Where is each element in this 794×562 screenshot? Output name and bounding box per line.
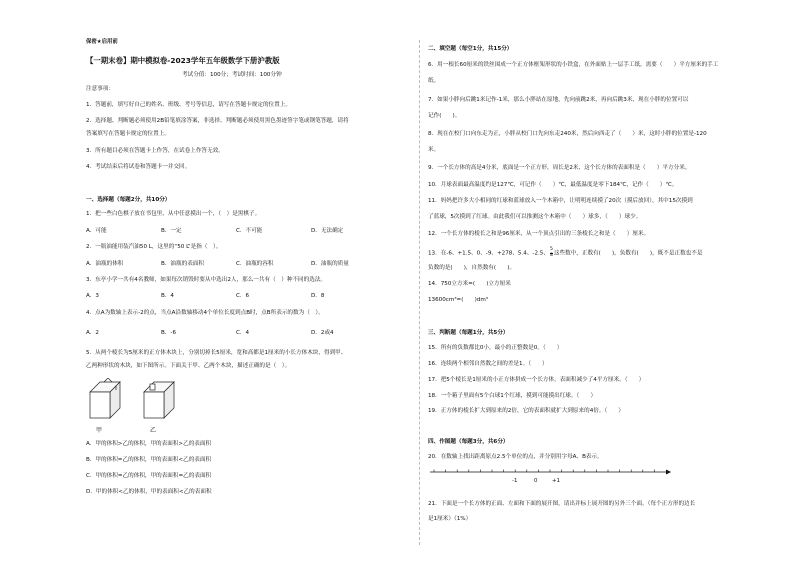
question-9: 9．一个长方体的高是4分米，底面是一个正方形，周长是2米，这个长方体的表面积是（ ）平方分米。 xyxy=(428,165,691,171)
q4-option-d: D．2或4 xyxy=(311,330,334,336)
question-16: 16．连续两个相邻自然数之间的差是1。（ ） xyxy=(428,361,548,367)
question-13-part-a: 13．在-6、+1.5、0、-9、+278、5.4、-2.5、 xyxy=(428,250,549,257)
cube-yi xyxy=(144,382,174,418)
question-14: 14．750立方米=( )立方厘米 xyxy=(428,281,511,287)
notes-title: 注意事项： xyxy=(86,86,114,92)
page-title: 【一期末卷】期中模拟卷-2023学年五年级数学下册沪教版 xyxy=(86,56,280,65)
question-13-part-b: 这些数中，正数有( )，负数有( )，既不是正数也不是 xyxy=(553,250,703,257)
q2-option-b: B．油瓶的表面积 xyxy=(161,261,204,267)
secret-label: 保密★启用前 xyxy=(86,39,118,45)
q4-option-b: B．-6 xyxy=(161,330,177,336)
left-column xyxy=(86,0,412,562)
question-4: 4．点A为数轴上表示-2的点，当点A沿数轴移动4个单位长度到点B时，点B所表示的数为（ ）。 xyxy=(86,310,324,316)
section-2-title: 二、填空题（每空1分，共15分） xyxy=(428,46,513,52)
question-12: 12．一个长方体的棱长之和是96厘米，从一个顶点引出的三条棱长之和是（ ）厘米。 xyxy=(428,231,650,237)
note-2-cont: 答案填写在答题卡规定的位置上。 xyxy=(86,131,170,137)
question-5-cont: 乙两种形状的木块，如下图所示。下面关于甲、乙两个木块，描述正确的是（ ）。 xyxy=(86,363,291,369)
question-7: 7．如果小胖向后跳1米记作-1米，那么小胖站在原地，先向前跳2米，再向后跳3米，现在小胖的位置可以 xyxy=(428,97,689,103)
q5-option-c: C．甲的体积=乙的体积，甲的表面积=乙的表面积 xyxy=(86,473,212,479)
column-divider xyxy=(419,40,420,545)
question-1: 1．把一些白色棋子放在书包里，从中任意摸出一个，（ ）是黑棋子。 xyxy=(86,211,261,217)
note-2: 2．选择题、判断题必须使用2B铅笔填涂答案，非选择、判断题必须使用黑色墨迹签字笔或钢笔答题，请将 xyxy=(86,118,349,124)
fraction-denominator: 8 xyxy=(549,252,553,258)
fraction xyxy=(550,248,553,258)
q3-option-b: B．4 xyxy=(161,293,174,299)
axis-ticks xyxy=(434,470,654,473)
question-21: 21．下面是一个长方体的正面、左面和下面的展开图，请出并标上展开图的另外三个面。（每个正方形的边长 xyxy=(428,501,696,507)
question-18: 18．一个箱子里面有5个白球1个红球，摸到可能摸出红球。（ ） xyxy=(428,393,597,399)
question-8: 8．现在在校门口向东走为正，小胖从校门口先向东走240米，然后向西走了（ ）米，这时小胖的位置是-120 xyxy=(428,131,707,137)
question-11: 11．妈妈把许多大小相同的红球和蓝球放入一个木箱中，让明明连续摸了20次（摸后放回），其中15次摸到 xyxy=(428,198,693,204)
q2-option-c: C．油瓶的容积 xyxy=(236,261,274,267)
q3-option-d: D．8 xyxy=(311,293,325,299)
q4-option-a: A．2 xyxy=(86,330,99,336)
note-3: 3．所有题目必须在答题卡上作答，在试卷上作答无效。 xyxy=(86,148,224,154)
question-6-cont: 纸。 xyxy=(428,78,440,84)
q2-option-d: D．油瓶的质量 xyxy=(311,261,349,267)
tick-label-plus-1: +1 xyxy=(552,478,560,484)
question-13-cont: 负数的是( )，自然数有( )。 xyxy=(428,265,516,271)
fraction-numerator: 5 xyxy=(549,247,553,252)
question-10: 10．月球表面最高温度约是127℃，可记作（ ）℃，最低温度是零下184℃，记作（ ）℃。 xyxy=(428,182,678,188)
q5-option-d: D．甲的体积<乙的体积，甲的表面积<乙的表面积 xyxy=(86,489,212,495)
question-15: 15．所有的负数都比0小，最小的正整数是0。（ ） xyxy=(428,345,563,351)
right-column xyxy=(428,0,748,562)
number-line xyxy=(428,466,673,486)
question-20: 20．在数轴上找出距离原点2.5个单位的点，并分别用字母A、B表示。 xyxy=(428,454,603,460)
q1-option-c: C．不可能 xyxy=(236,228,263,234)
q4-option-c: C．4 xyxy=(236,330,250,336)
question-6: 6．用一根长60厘米的铁丝围成一个正方体框架形状的小铁盒，在外面贴上一层手工纸，需要（ ）平方厘米的手工 xyxy=(428,62,719,68)
note-4: 4．考试结束后将试卷和答题卡一并交回。 xyxy=(86,164,191,170)
question-11-cont: 了蓝球，5次摸到了红球。由此我们可以推测这个木箱中（ ）球多，（ ）球少。 xyxy=(428,214,642,220)
question-13 xyxy=(428,248,702,258)
cube-label-jia: 甲 xyxy=(96,427,103,434)
note-1: 1．答题前，填写好自己的姓名、班级、考号等信息，请写在答题卡规定的位置上。 xyxy=(86,102,291,108)
q5-option-b: B．甲的体积=乙的体积，甲的表面积<乙的表面积 xyxy=(86,457,212,463)
q2-option-a: A．油瓶的体积 xyxy=(86,261,124,267)
exam-meta: 考试分值：100分；考试时间：100分钟 xyxy=(182,72,282,78)
section-1-title: 一、选择题（每题2分，共10分） xyxy=(86,197,171,203)
question-3: 3．东亭小学一共有4名教师，如果每次销毁时要从中选出2人，那么一共有（ ）种不同的选法。 xyxy=(86,277,327,283)
question-14-cont: 13600cm³=( )dm³ xyxy=(428,297,489,303)
section-4-title: 四、作图题（每题3分，共6分） xyxy=(428,439,509,445)
question-21-cont: 是1厘米）（1%） xyxy=(428,516,472,522)
question-19: 19．正方体的棱长扩大到原来的2倍，它的表面积就扩大到原来的4倍。（ ） xyxy=(428,408,625,414)
q1-option-d: D．无法确定 xyxy=(311,228,344,234)
axis-arrow-icon xyxy=(666,470,671,475)
cube-label-yi: 乙 xyxy=(150,427,157,434)
q1-option-b: B．一定 xyxy=(161,228,182,234)
tick-label-0: 0 xyxy=(534,478,538,484)
tick-label-minus-1: -1 xyxy=(512,478,518,484)
question-5: 5．从两个棱长为5厘米的正方体木块上，分别切掉长5厘米，宽和高都是1厘米的小长方体木块，得到甲、 xyxy=(86,350,347,356)
q3-option-c: C．6 xyxy=(236,293,250,299)
cube-jia xyxy=(90,378,120,418)
q5-option-a: A．甲的体积>乙的体积，甲的表面积>乙的表面积 xyxy=(86,441,212,447)
cube-figures xyxy=(86,378,196,436)
question-17: 17．把5个棱长是1厘米的小正方体拼成一个长方体，表面积减少了4平方厘米。（ ） xyxy=(428,377,645,383)
q3-option-a: A．3 xyxy=(86,293,99,299)
question-8-cont: 米。 xyxy=(428,147,440,153)
section-3-title: 三、判断题（每题1分，共5分） xyxy=(428,330,509,336)
question-7-cont: 记作( )。 xyxy=(428,113,461,119)
question-2: 2．一瓶油能用装汽油50 L，这里的“50 L”是指（ ）。 xyxy=(86,244,222,250)
q1-option-a: A．可能 xyxy=(86,228,107,234)
